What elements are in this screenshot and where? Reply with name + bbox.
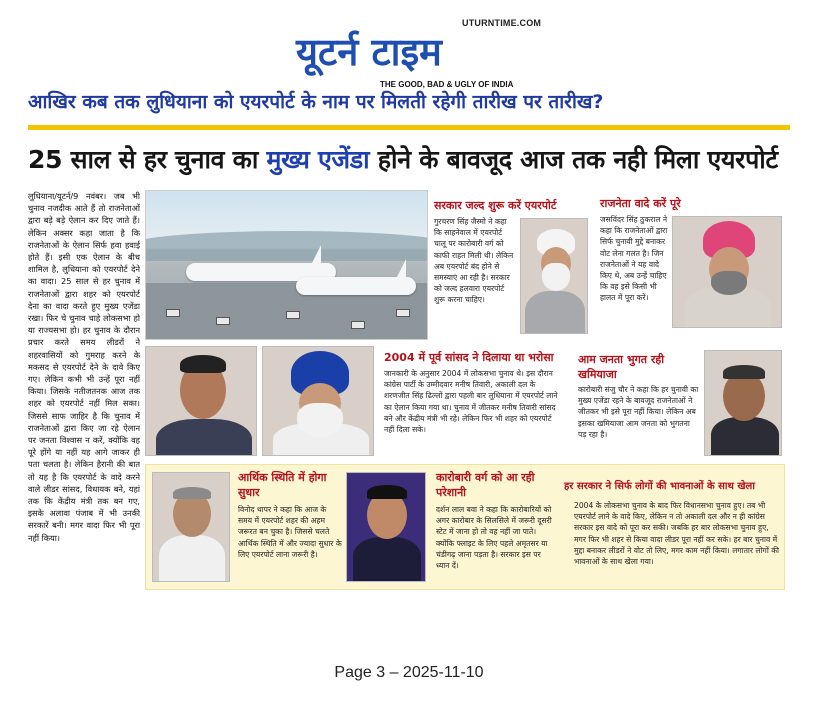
photo-vehicle (351, 321, 365, 329)
portrait-darshan-lal-bawa (346, 472, 426, 582)
photo-vehicle (396, 309, 410, 317)
story-title-economy: आर्थिक स्थिति में होगा सुधार (238, 471, 327, 499)
portrait-sanju-chaur (704, 350, 782, 456)
portrait-manish-tewari (145, 346, 257, 456)
main-headline-part2: होने के बावजूद आज तक नही मिला एयरपोर्ट (369, 145, 778, 174)
photo-hills (145, 231, 428, 261)
page-footer: Page 3 – 2025-11-10 (334, 664, 484, 681)
yellow-divider (28, 125, 790, 130)
masthead-title: यूटर्न टाइम (296, 30, 442, 74)
photo-aircraft-tail (311, 245, 321, 265)
main-headline (28, 142, 790, 176)
portrait-gurcharan (520, 218, 588, 334)
main-headline-highlight: मुख्य एजेंडा (266, 145, 370, 174)
story-title-emotions: हर सरकार ने सिर्फ लोगों की भावनाओं के साथ खेला (564, 481, 755, 492)
story-text-economy: विनोद थापर ने कहा कि आज के समय में एयरपोर्ट शहर की अहम जरूरत बन चुका है। जिससे चलते आर्थिक स्थिति में और ज्यादा सुधार के लिए एयरपोर्ट लाना जरूरी है। (238, 505, 342, 559)
site-url: UTURNTIME.COM (462, 18, 542, 28)
portrait-sharanjit-dhillon (262, 346, 374, 456)
photo-vehicle (166, 309, 180, 317)
story-text-emotions: 2004 के लोकसभा चुनाव के बाद फिर विधानसभा चुनाव हुए। तब भी एयरपोर्ट लाने के वादे किए, लेकिन न तो अकाली दल और न ही कांग्रेस सरकार इस वादे को पूरा कर सकी। जबकि हर बार लोकसभा चुनाव हुए, मगर फिर भी शहर से किया वादा लीडर पूरा नहीं कर सके। हर बार चुनाव में मुद्दा बनाकर लीडरों ने वोट तो लिए, मगर काम नहीं किया। लगातार लोगों की भावनाओं के साथ खेला गया। (574, 501, 779, 567)
portrait-vinod-thapar (152, 472, 230, 582)
photo-aircraft-tail (396, 259, 406, 279)
masthead-tagline: THE GOOD, BAD & UGLY OF INDIA (380, 80, 514, 89)
photo-vehicle (286, 311, 300, 319)
story-title-public-suffers: आम जनता भुगत रही खमियाजा (578, 353, 665, 381)
story-text-public-suffers: कारोबारी संजु चौर ने कहा कि हर चुनावी का मुख्य एजेंडा रहने के बावजूद राजनेताओं ने जीतकर भी इसे पूरा नहीं किया। लेकिन अब इसका खमियाजा आम जनता को भुगतना पड़ रहा है। (578, 385, 699, 439)
story-text-airport-start: गुरचरण सिंह जैस्मो ने कहा कि साहनेवाल में एयरपोर्ट चालू पर कारोबारी वर्ग को काफी राहत मिली थी। लेकिन अब एयरपोर्ट बंद होने से समस्याएं आ रही है। सरकार को जल्द हलवारा एयरपोर्ट शुरू करना चाहिए। (434, 217, 514, 305)
story-text-keep-promises: जसविंदर सिंह ठुकराल ने कहा कि राजनेताओं द्वारा सिर्फ चुनावी मुद्दे बनाकर वोट लेना गलत है। जिन राजनेताओं ने यह वादे किए थे, अब उन्हें चाहिए कि वह इसे किसी भी हालत में पूरा करें। (600, 215, 668, 303)
main-headline-part1: 25 साल से हर चुनाव का (28, 145, 267, 174)
photo-aircraft (296, 277, 416, 295)
photo-vehicle (216, 317, 230, 325)
story-text-2004: जानकारी के अनुसार 2004 में लोकसभा चुनाव थे। इस दौरान कांग्रेस पार्टी के उम्मीदवार मनीष तिवारी, अकाली दल के शरणजीत सिंह ढिल्लों द्वारा पहली बार लुधियाना में एयरपोर्ट लाने का ऐलान किया गया था। चुनाव में जीतकर मनीष तिवारी सांसद बने और केंद्रीय मंत्री भी रहे। लेकिन फिर भी शहर को एयरपोर्ट नहीं दिला सके। (384, 369, 558, 435)
lead-story-text: लुधियाना/यूटर्न/9 नवंबर। जब भी चुनाव नजदीक आते हैं तो राजनेताओं द्वारा बड़े बड़े ऐलान कर दिए जाते हैं। लेकिन अक्सर कहा जाता है कि राजनेताओं के ऐलान सिर्फ हवा हवाई होते हैं। इसी एक ऐलान के बीच शामिल है, लुधियाना को एयरपोर्ट देने का वादा। 25 साल से हर चुनाव में राजनेताओं द्वारा शहर को एयरपोर्ट देना का वादा करते हुए मुख्य एजेंडा रखा। फिर चे चुनाव चाहे लोकसभा हो या राज्यसभा हो। हर चुनाव के दौरान प्रचार करते समय लीडरों ने शहरवासियों को गुमराह करने के मकसद से एयरपोर्ट देने के दावे किए गए। लेकिन कभी भी उन्हें पूरा नहीं किया। जिसके नतीजतनक आज तक शहर को एयरपोर्ट नहीं मिल सका। जिससे साफ जाहिर है कि चुनाव में राजनेताओं द्वारा किए जा रहे ऐलान पर जनता विश्वास न करें, क्योंकि वह पूरे होंगे या नहीं यह आगे जाकर ही पता चलता है। लेकिन हैरानी की बात तो यह है कि एयरपोर्ट के वादे करने वाले लीडर सांसद, विधायक बने, यहां तक कि केंद्रीय मंत्री तक बन गए, इसके अलावा पंजाब में भी उनकी सरकारें बनी। मगर वादा फिर भी पूरा नहीं किया। (28, 191, 140, 543)
portrait-jaswinder (672, 216, 782, 328)
story-text-business: दर्शन लाल बवा ने कहा कि कारोबारियों को अगर कारोबार के सिलसिले में जरूरी दूसरी स्टेट में जाना हो तो वह नहीं जा पाते। क्योंकि फ्लाइट के लिए पहले अमृतसर या चंडीगढ़ जाना पड़ता है। सरकार इस पर ध्यान दें। (436, 505, 552, 571)
story-title-2004: 2004 में पूर्व सांसद ने दिलाया था भरोसा (384, 351, 554, 364)
story-title-business: कारोबारी वर्ग को आ रही परेशानी (436, 471, 535, 499)
story-title-airport-start: सरकार जल्द शुरू करें एयरपोर्ट (434, 199, 557, 212)
top-headline: आखिर कब तक लुधियाना को एयरपोर्ट के नाम पर मिलती रहेगी तारीख पर तारीख? (28, 91, 604, 113)
story-title-keep-promises: राजनेता वादे करें पूरे (600, 197, 681, 210)
airport-photo (145, 190, 428, 340)
